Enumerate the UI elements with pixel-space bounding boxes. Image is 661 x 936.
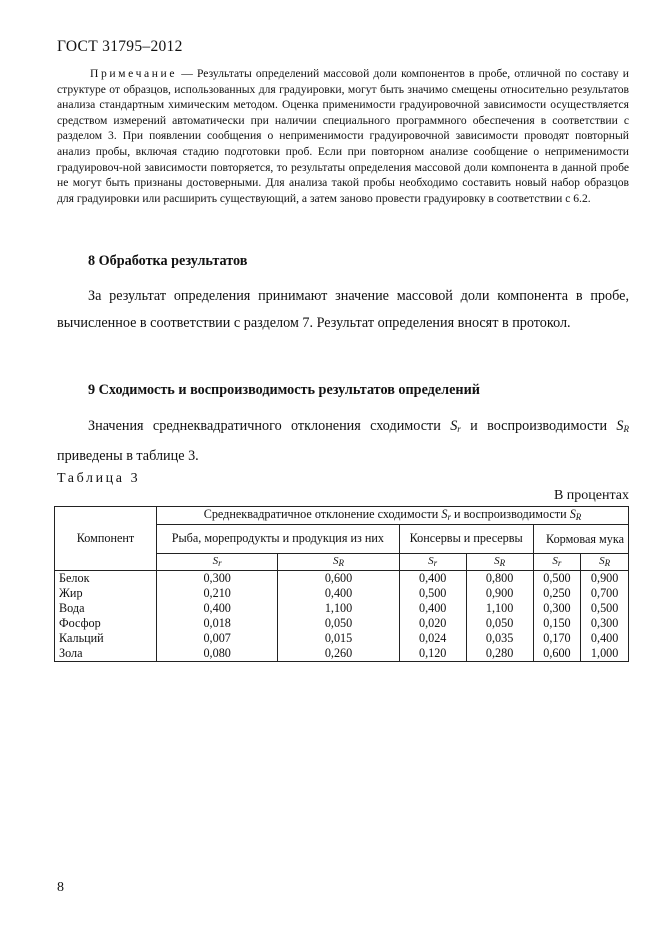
sub-R: R xyxy=(623,424,629,434)
symbol-s: S xyxy=(616,418,624,434)
header-sR: $S_R$ xyxy=(278,554,399,571)
sub-r: r xyxy=(457,424,461,434)
section-8-heading: 8 Обработка результатов xyxy=(88,253,248,269)
table-row: Зола 0,080 0,260 0,120 0,280 0,600 1,000 xyxy=(55,646,629,662)
header-sr: $S_r$ xyxy=(399,554,466,571)
header-std-deviation: Среднеквадратичное отклонение сходимости $S_r$ и воспроизводимости $S_R$ xyxy=(157,507,629,525)
header-group-fishmeal: Кормовая мука xyxy=(533,525,628,554)
section-9-text-c: приведены в таблице 3. xyxy=(57,447,199,464)
note-label: Примечание xyxy=(90,67,178,80)
table-row: Вода 0,400 1,100 0,400 1,100 0,300 0,500 xyxy=(55,601,629,616)
table-row: Кальций 0,007 0,015 0,024 0,035 0,170 0,400 xyxy=(55,631,629,646)
note-text: — Результаты определений массовой доли компонентов в пробе, отличной по составу и структуре от образцов, использованных для градуировки, могут быть значимо смещены относительно результатов анализа стандартным химическим методом. Оценка применимости градуировочной зависимости осуществляется средством измерений автоматически при наличии специального программного обеспечения в соответствии с разделом 3. При появлении сообщения о неприменимости градуировочной зависимости проводят повторный анализ пробы, включая стадию подготовки проб. Если при повторном анализе сообщение о неприменимости градуировоч-ной зависимости повторяется, то результаты определения массовой доли компонента в данной пробе не могут быть признаны достоверными. Для анализа такой пробы необходимо составить новый набор образцов для градуировки или расширить существующий, а затем заново провести градуировку в соответствии с 6.2. xyxy=(57,67,629,205)
header-sR: $S_R$ xyxy=(581,554,629,571)
table-3 xyxy=(54,506,629,662)
section-9-text-b: и воспроизводимости xyxy=(460,418,617,434)
header-sr: $S_r$ xyxy=(533,554,581,571)
section-9-heading: 9 Сходимость и воспроизводимость результатов определений xyxy=(88,382,480,398)
section-8-text: За результат определения принимают значение массовой доли компонента в пробе, вычисленное в соответствии с разделом 7. Результат определения вносят в протокол. xyxy=(57,288,629,331)
document-header: ГОСТ 31795–2012 xyxy=(57,38,183,55)
page-number: 8 xyxy=(57,880,64,895)
header-group-fish: Рыба, морепродукты и продукция из них xyxy=(157,525,400,554)
header-component: Компонент xyxy=(55,507,157,571)
table-row: Белок 0,300 0,600 0,400 0,800 0,500 0,900 xyxy=(55,571,629,587)
table-caption: Таблица 3 xyxy=(57,471,141,486)
header-sR: $S_R$ xyxy=(466,554,533,571)
table-row: Жир 0,210 0,400 0,500 0,900 0,250 0,700 xyxy=(55,586,629,601)
section-9-text-a: Значения среднеквадратичного отклонения сходимости xyxy=(88,418,451,434)
note-paragraph xyxy=(57,66,629,206)
header-group-canned: Консервы и пресервы xyxy=(399,525,533,554)
section-9-body xyxy=(57,413,629,469)
header-sr: $S_r$ xyxy=(157,554,278,571)
table-row: Фосфор 0,018 0,050 0,020 0,050 0,150 0,300 xyxy=(55,616,629,631)
table-unit: В процентах xyxy=(553,488,629,503)
section-8-body xyxy=(57,283,629,336)
symbol-s: S xyxy=(450,418,458,434)
